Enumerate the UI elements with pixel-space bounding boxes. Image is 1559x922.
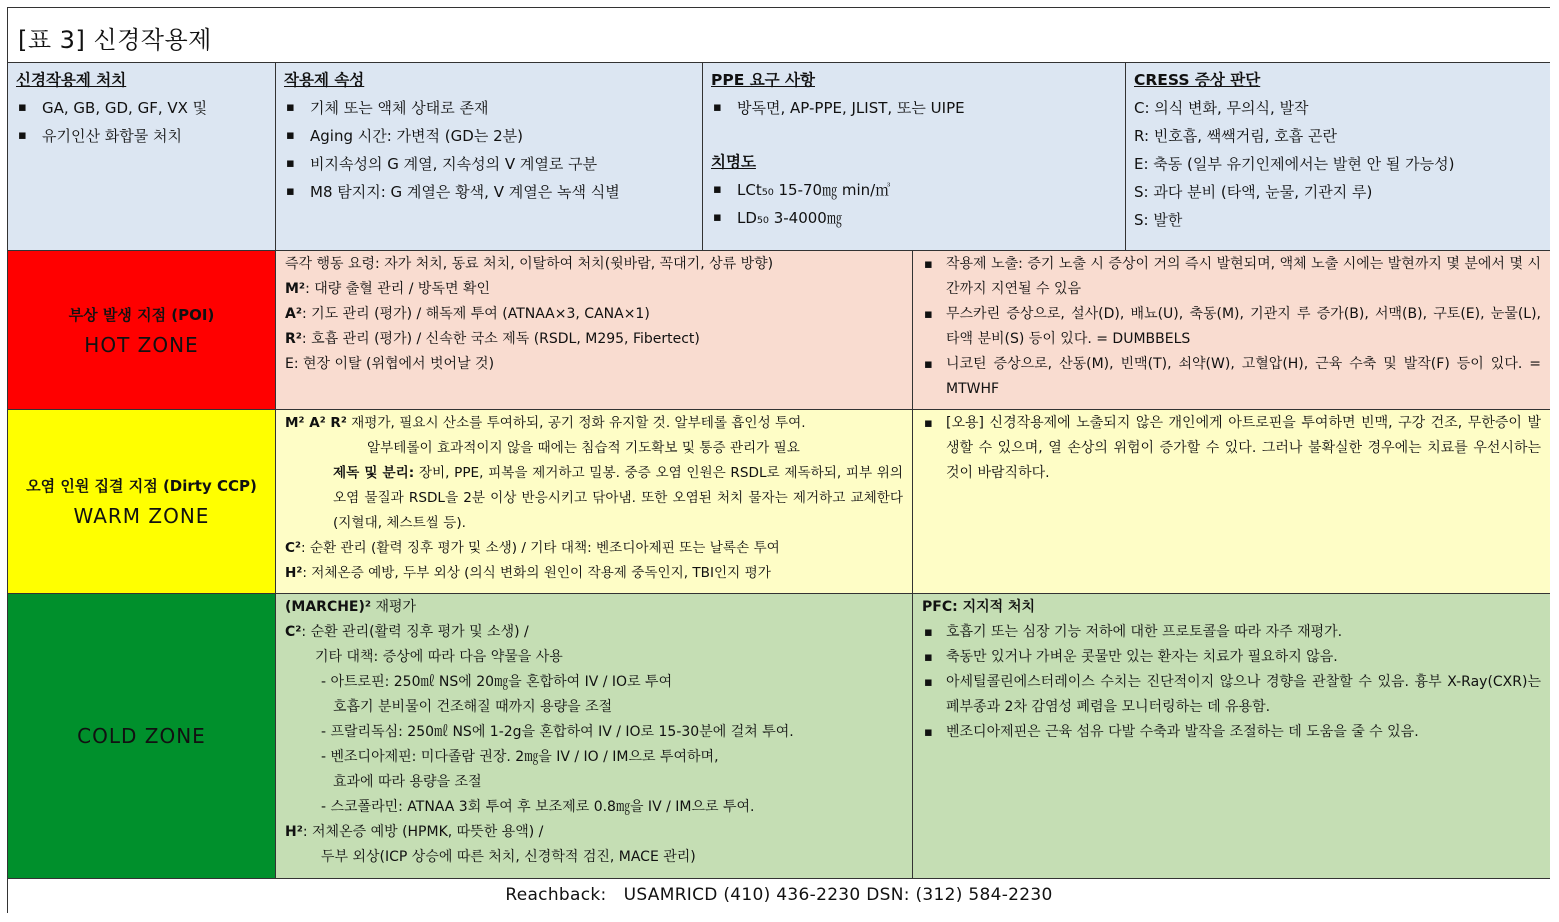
- cress-line: S: 발한: [1134, 211, 1183, 229]
- list-item: ▪ LD₅₀ 3-4000㎎: [711, 204, 1117, 232]
- warm-notes-list: [922, 411, 1541, 486]
- warm-zone-actions: [276, 410, 913, 594]
- cress-line: E: 축동 (일부 유기인제에서는 발현 안 될 가능성): [1134, 155, 1455, 173]
- cold-line-key: H²: [285, 824, 303, 840]
- cold-line-text: : 저체온증 예방 (HPMK, 따뜻한 용액) /: [302, 824, 544, 840]
- header-cress: [1126, 63, 1550, 251]
- hot-line-text: : 대량 출혈 관리 / 방독면 확인: [305, 281, 490, 297]
- list-item: ▪ 니코틴 증상으로, 산동(M), 빈맥(T), 쇠약(W), 고혈압(H), 근육 수축 및 발작(F) 등이 있다. = MTWHF: [922, 352, 1541, 402]
- warm-line-key: M² A² R²: [285, 415, 347, 431]
- header-treatment: [8, 63, 276, 251]
- warm-line: [285, 536, 903, 561]
- properties-list: [284, 94, 694, 206]
- cold-line: 두부 외상(ICP 상승에 따른 처치, 신경학적 검진, MACE 관리): [321, 849, 696, 865]
- cold-line-text: 재평가: [371, 599, 417, 615]
- list-item: ▪ 벤조디아제핀은 근육 섬유 다발 수축과 발작을 조절하는 데 도움을 줄 수 있음.: [922, 720, 1541, 745]
- header-properties: [276, 63, 703, 251]
- list-item: ▪ 호흡기 또는 심장 기능 저하에 대한 프로토콜을 따라 자주 재평가.: [922, 620, 1541, 645]
- cold-line: [285, 820, 903, 845]
- warm-line: [285, 561, 903, 586]
- warm-zone-notes: [913, 410, 1550, 594]
- hot-line: [285, 302, 903, 327]
- list-item: ▪ 작용제 노출: 증기 노출 시 증상이 거의 즉시 발현되며, 액체 노출 시에는 발현까지 몇 분에서 몇 시간까지 지연될 수 있음: [922, 252, 1541, 302]
- list-item: ▪ 비지속성의 G 계열, 지속성의 V 계열로 구분: [284, 150, 694, 178]
- hot-line-text: 즉각 행동 요령: 자가 처치, 동료 처치, 이탈하여 처치(윗바람, 꼭대기, 상류 방향): [285, 256, 774, 272]
- cold-zone-actions: [276, 594, 913, 879]
- list-item: ▪ Aging 시간: 가변적 (GD는 2분): [284, 122, 694, 150]
- hot-line: [285, 252, 903, 277]
- cold-line: [285, 620, 903, 645]
- cress-line: R: 빈호흡, 쌕쌕거림, 호흡 곤란: [1134, 127, 1338, 145]
- table-title-row: [8, 8, 1550, 63]
- cold-line-key: (MARCHE)²: [285, 599, 372, 615]
- hot-line-text: : 기도 관리 (평가) / 해독제 투여 (ATNAA×3, CANA×1): [301, 306, 650, 322]
- header-ppe: [703, 63, 1126, 251]
- cold-line: - 스코폴라민: ATNAA 3회 투여 후 보조제로 0.8㎎을 IV / IM으로 투여.: [321, 799, 755, 815]
- hot-line: [285, 327, 903, 352]
- hot-line-text: E: 현장 이탈 (위협에서 벗어날 것): [285, 356, 495, 372]
- list-item: ▪ 유기인산 화합물 처치: [16, 122, 267, 150]
- warm-line-text: 장비, PPE, 피복을 제거하고 밀봉. 중증 오염 인원은 RSDL로 제독하되, 피부 위의 오염 물질과 RSDL을 2분 이상 반응시키고 닦아냄. 또한 오염된 처치 물자는 제거하고 교체한다 (지혈대, 체스트씰 등).: [333, 465, 903, 531]
- hot-line-text: : 호흡 관리 (평가) / 신속한 국소 제독 (RSDL, M295, Fibertect): [301, 331, 700, 347]
- table-title: [표 3] 신경작용제: [18, 26, 212, 54]
- cold-line: - 벤조디아제핀: 미다졸람 권장. 2㎎을 IV / IO / IM으로 투여하며,: [321, 749, 719, 765]
- treatment-heading: 신경작용제 처치: [16, 71, 127, 89]
- cress-heading: CRESS 증상 판단: [1134, 71, 1261, 89]
- warm-zone-name: WARM ZONE: [73, 504, 210, 528]
- cold-notes-heading: PFC: 지지적 처치: [922, 599, 1036, 615]
- cold-line: 효과에 따라 용량을 조절: [333, 774, 482, 790]
- hot-zone-name: HOT ZONE: [84, 332, 199, 357]
- ppe-list: [711, 94, 1117, 122]
- list-item: ▪ 축동만 있거나 가벼운 콧물만 있는 환자는 치료가 필요하지 않음.: [922, 645, 1541, 670]
- list-item: ▪ M8 탐지지: G 계열은 황색, V 계열은 녹색 식별: [284, 178, 694, 206]
- list-item: ▪ 방독면, AP-PPE, JLIST, 또는 UIPE: [711, 94, 1117, 122]
- cold-zone-notes: [913, 594, 1550, 879]
- list-item: ▪ GA, GB, GD, GF, VX 및: [16, 94, 267, 122]
- warm-line-key: H²: [285, 565, 303, 581]
- cold-line-key: C²: [285, 624, 302, 640]
- list-item: ▪ 무스카린 증상으로, 설사(D), 배뇨(U), 축동(M), 기관지 루 증가(B), 서맥(B), 구토(E), 눈물(L), 타액 분비(S) 등이 있다. = DUMBBELS: [922, 302, 1541, 352]
- list-item: ▪ 기체 또는 액체 상태로 존재: [284, 94, 694, 122]
- warm-zone-poi: 오염 인원 집결 지점 (Dirty CCP): [26, 477, 257, 495]
- hot-zone-actions: [276, 251, 913, 410]
- cress-line: C: 의식 변화, 무의식, 발작: [1134, 99, 1309, 117]
- lethality-list: [711, 176, 1117, 232]
- list-item: ▪ LCt₅₀ 15-70㎎ min/㎥: [711, 176, 1117, 204]
- reachback-footer: [8, 879, 1550, 913]
- properties-heading: 작용제 속성: [284, 71, 365, 89]
- warm-line-key: 제독 및 분리:: [333, 465, 415, 481]
- nerve-agent-table: [7, 7, 1550, 913]
- warm-line: [285, 411, 903, 436]
- cold-line: [285, 595, 903, 620]
- hot-zone-label: [8, 251, 276, 410]
- ppe-heading: PPE 요구 사항: [711, 71, 815, 89]
- hot-line: [285, 352, 903, 377]
- warm-line-text: : 저체온증 예방, 두부 외상 (의식 변화의 원인이 작용제 중독인지, TBI인지 평가: [302, 565, 771, 581]
- list-item: ▪ 아세틸콜린에스터레이스 수치는 진단적이지 않으나 경향을 관찰할 수 있음. 흉부 X-Ray(CXR)는 폐부종과 2차 감염성 폐렴을 모니터링하는 데 유용함.: [922, 670, 1541, 720]
- cold-line: - 프랄리독심: 250㎖ NS에 1-2g을 혼합하여 IV / IO로 15-30분에 걸쳐 투여.: [321, 724, 794, 740]
- cold-line: 기타 대책: 증상에 따라 다음 약물을 사용: [315, 649, 563, 665]
- treatment-list: [16, 94, 267, 150]
- hot-line-key: A²: [285, 306, 302, 322]
- hot-line-key: M²: [285, 281, 306, 297]
- lethality-heading: 치명도: [711, 153, 756, 171]
- hot-line: [285, 277, 903, 302]
- warm-zone-label: [8, 410, 276, 594]
- hot-notes-list: [922, 252, 1541, 402]
- reachback-text: Reachback: USAMRICD (410) 436-2230 DSN: (312) 584-2230: [505, 885, 1053, 905]
- cress-line: S: 과다 분비 (타액, 눈물, 기관지 루): [1134, 183, 1373, 201]
- warm-line: [285, 461, 903, 536]
- hot-zone-poi: 부상 발생 지점 (POI): [68, 305, 215, 324]
- warm-line: 알부테롤이 효과적이지 않을 때에는 침습적 기도확보 및 통증 관리가 필요: [367, 440, 800, 456]
- cold-line: - 아트로핀: 250㎖ NS에 20㎎을 혼합하여 IV / IO로 투여: [321, 674, 673, 690]
- cold-line: 호흡기 분비물이 건조해질 때까지 용량을 조절: [333, 699, 613, 715]
- cold-zone-label: [8, 594, 276, 879]
- cold-line-text: : 순환 관리(활력 징후 평가 및 소생) /: [301, 624, 529, 640]
- warm-line-key: C²: [285, 540, 301, 556]
- hot-line-key: R²: [285, 331, 302, 347]
- list-item: ▪ [오용] 신경작용제에 노출되지 않은 개인에게 아트로핀을 투여하면 빈맥, 구강 건조, 무한증이 발생할 수 있으며, 열 손상의 위험이 증가할 수 있다. 그러나 불확실한 경우에는 치료를 우선시하는 것이 바람직하다.: [922, 411, 1541, 486]
- cold-notes-list: [922, 620, 1541, 745]
- warm-line-text: 재평가, 필요시 산소를 투여하되, 공기 정화 유지할 것. 알부테롤 흡인성 투여.: [346, 415, 806, 431]
- warm-line-text: : 순환 관리 (활력 징후 평가 및 소생) / 기타 대책: 벤조디아제핀 또는 날록손 투여: [300, 540, 780, 556]
- cold-zone-name: COLD ZONE: [77, 724, 206, 748]
- hot-zone-notes: [913, 251, 1550, 410]
